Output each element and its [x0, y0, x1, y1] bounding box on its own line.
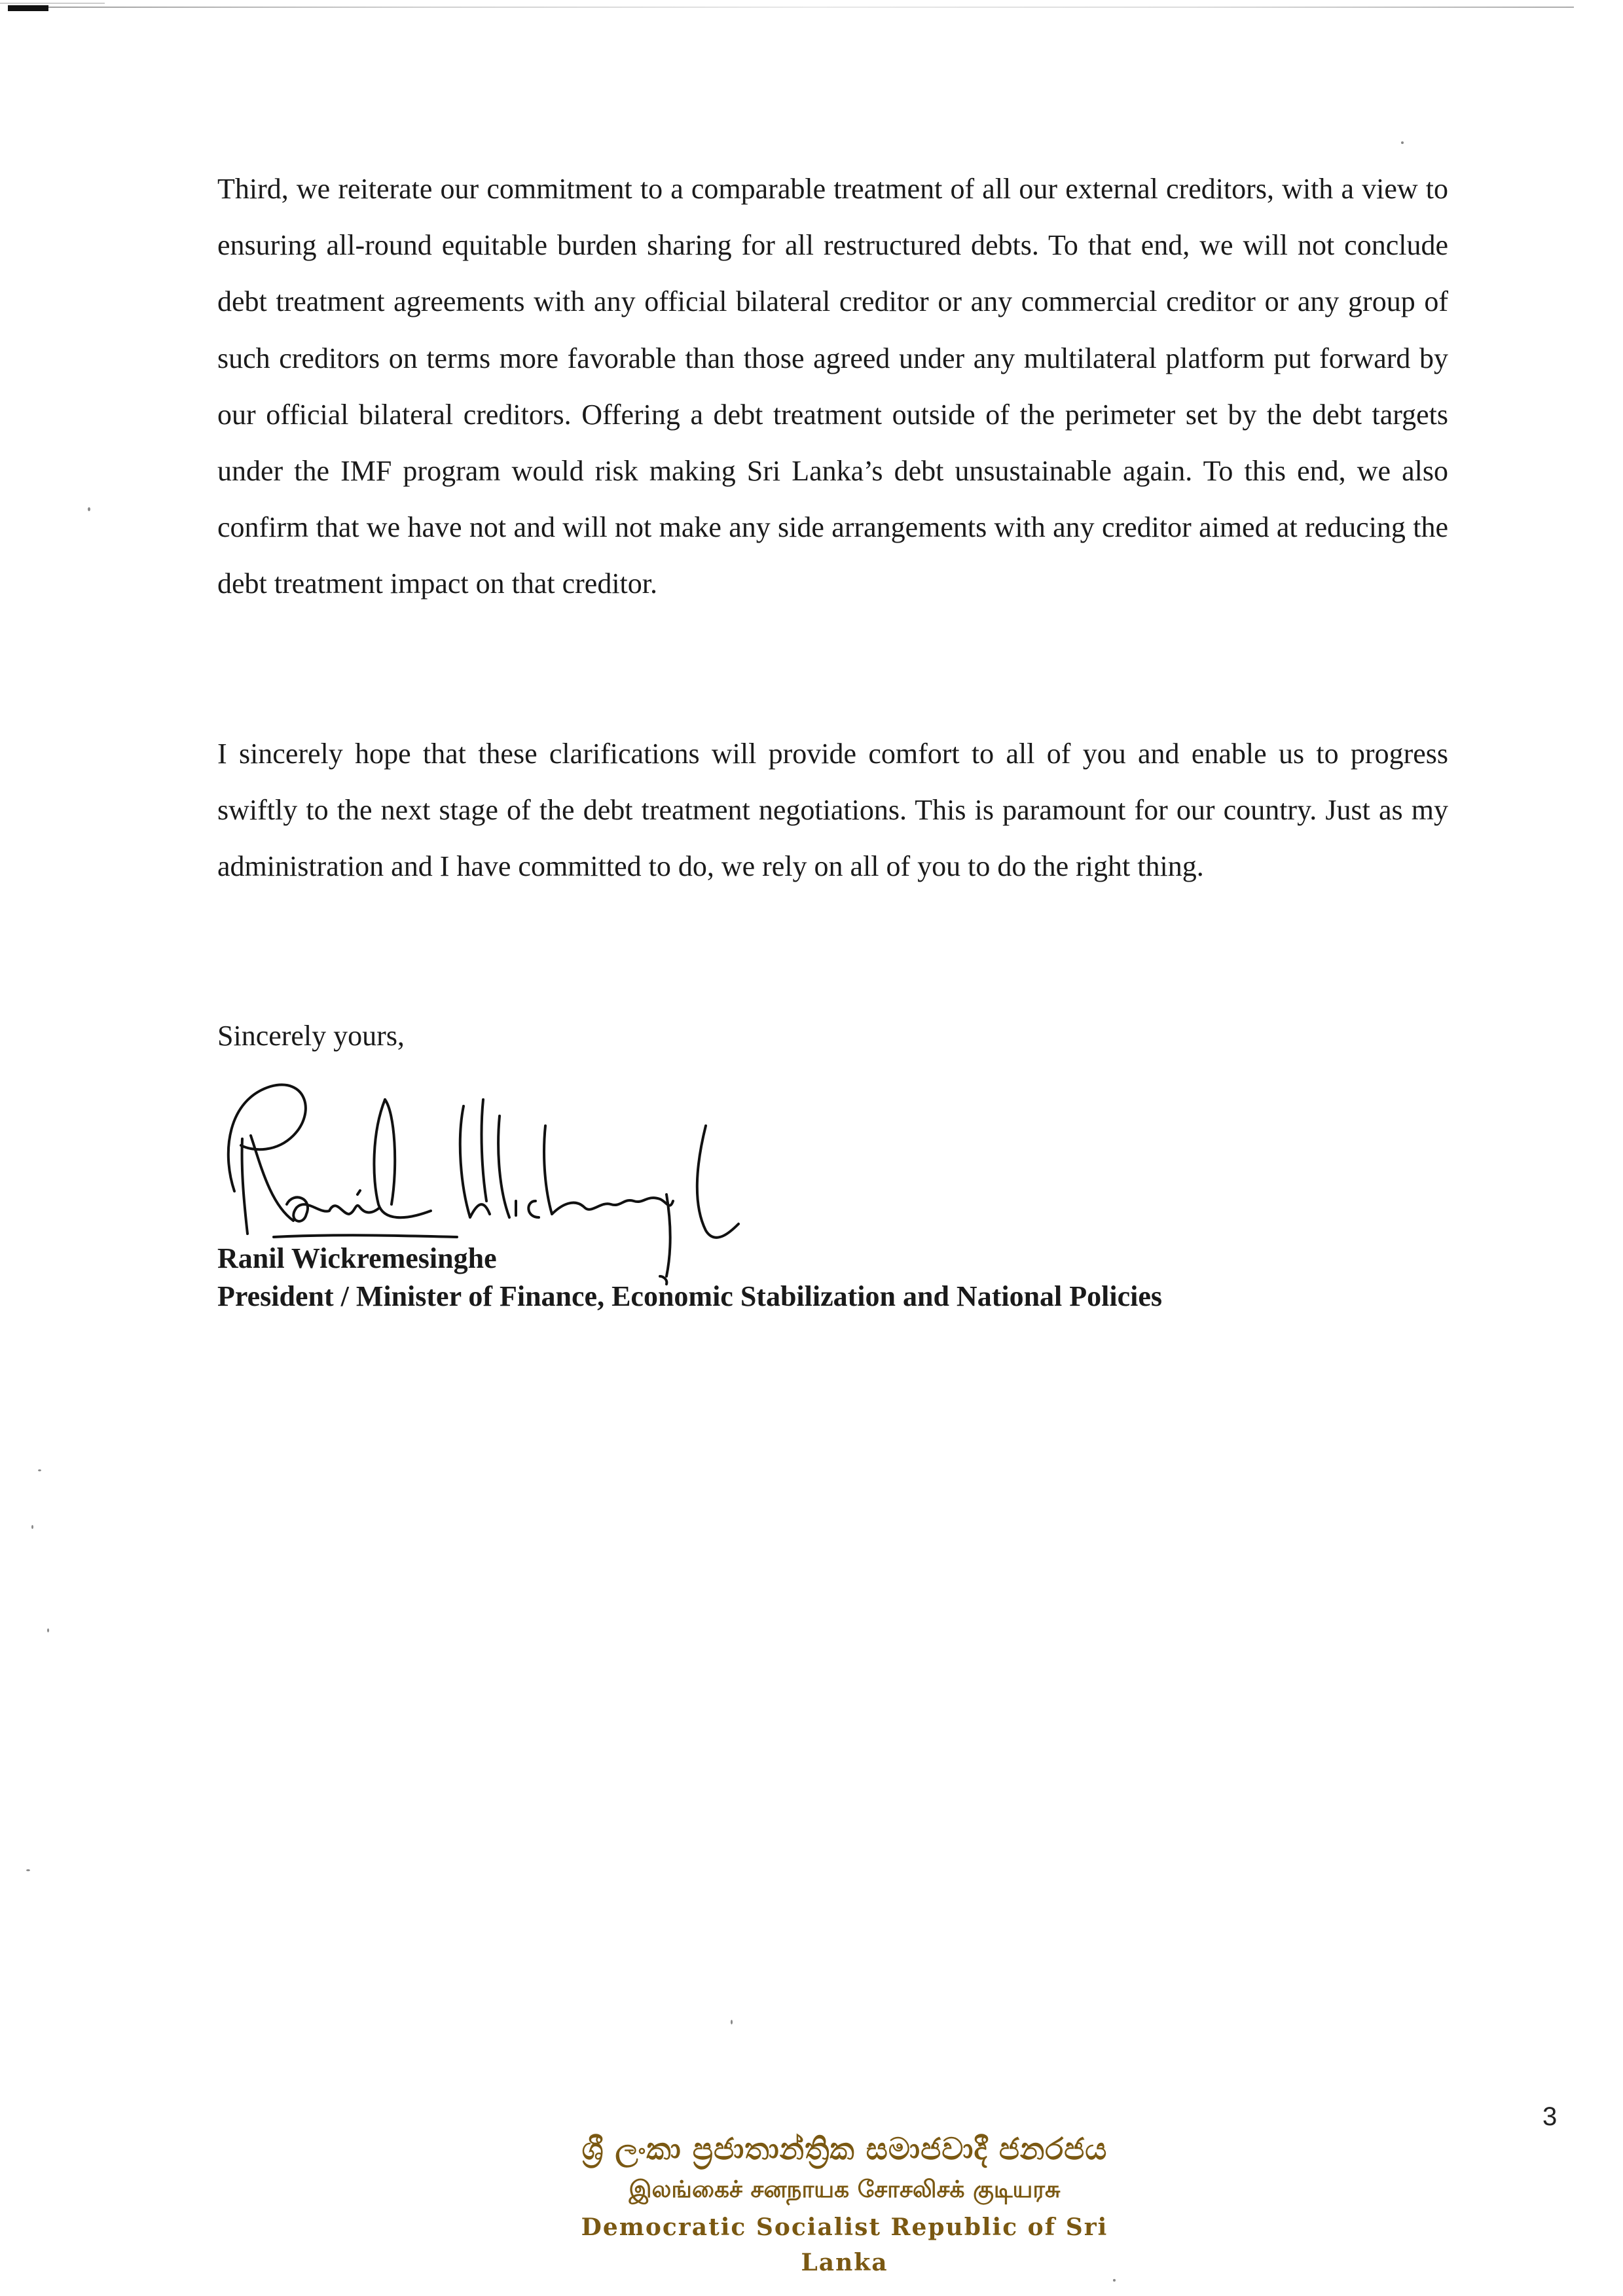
scan-edge-mark	[8, 5, 48, 11]
scan-speck	[88, 507, 90, 511]
scan-top-line	[0, 3, 105, 4]
footer-sinhala-name: ශ්‍රී ලංකා ප්‍රජාතාන්ත්‍රික සමාජවාදී ජනරජය	[581, 2131, 1108, 2166]
scan-top-line	[48, 7, 1574, 8]
scan-speck	[1401, 141, 1404, 144]
footer-english-name: Democratic Socialist Republic of Sri Lanka	[581, 2214, 1108, 2276]
footer-tamil-name: இலங்கைச் சனநாயக சோசலிசக் குடியரசு	[629, 2176, 1061, 2203]
scan-speck	[31, 1525, 33, 1529]
letter-paragraph: I sincerely hope that these clarifications will provide comfort to all of you and enable us to progress swiftly to the next stage of the debt treatment negotiations. This is paramount for our country. Just as my administration and I have committed to do, we rely on all of you to do the right thing.	[217, 738, 1448, 883]
signer-name: Ranil Wickremesinghe	[217, 1242, 497, 1274]
letter-paragraph: Third, we reiterate our commitment to a comparable treatment of all our external creditors, with a view to ensuring all-round equitable burden sharing for all restructured debts. To that end, we will not conclude debt treatment agreements with any official bilateral creditor or any commercial creditor or any group of such creditors on terms more favorable than those agreed under any multilateral platform put forward by our official bilateral creditors. Offering a debt treatment outside of the perimeter set by the debt targets under the IMF program would risk making Sri Lanka’s debt unsustainable again. To this end, we also confirm that we have not and will not make any side arrangements with any creditor aimed at reducing the debt treatment impact on that creditor.	[217, 173, 1448, 600]
page-number: 3	[1542, 2102, 1558, 2131]
closing-salutation: Sincerely yours,	[217, 1020, 405, 1052]
scan-speck	[731, 2020, 733, 2024]
scan-speck	[38, 1469, 41, 1471]
scan-speck	[26, 1869, 30, 1871]
signer-title: President / Minister of Finance, Economic Stabilization and National Policies	[217, 1280, 1162, 1312]
scan-speck	[47, 1628, 49, 1632]
letterhead-footer	[550, 2127, 1139, 2280]
